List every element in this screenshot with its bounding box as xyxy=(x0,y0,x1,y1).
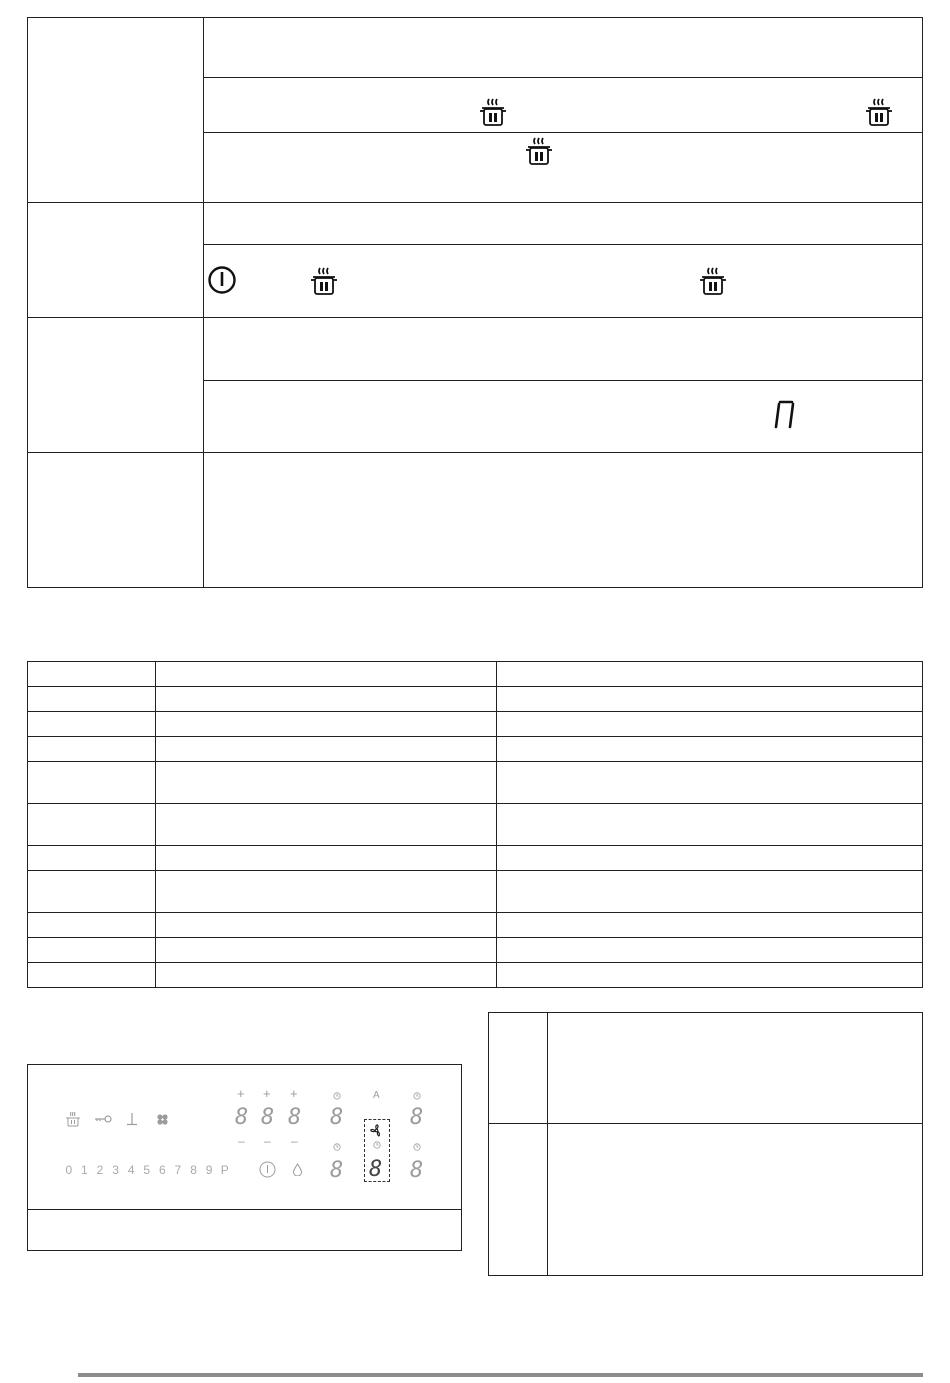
footer-rule xyxy=(78,1373,923,1377)
timer-digit: 8 xyxy=(410,1158,424,1183)
level-digit[interactable]: 2 xyxy=(96,1163,104,1177)
pot-with-steam-icon xyxy=(698,266,728,298)
fan-icon[interactable] xyxy=(369,1124,384,1137)
drop-icon[interactable] xyxy=(292,1163,303,1176)
level-digit[interactable]: 6 xyxy=(159,1163,166,1177)
zone-display-digit: 8 xyxy=(261,1105,275,1130)
level-digit[interactable]: P xyxy=(220,1163,229,1177)
seven-segment-n-icon xyxy=(772,399,796,431)
level-digit[interactable]: 1 xyxy=(81,1163,88,1177)
flower-icon xyxy=(156,1113,169,1126)
timer-digit: 8 xyxy=(330,1105,344,1130)
clock-icon xyxy=(413,1143,421,1151)
auto-label: A xyxy=(373,1090,380,1101)
level-digit[interactable]: 0 xyxy=(65,1163,73,1177)
level-digit[interactable]: 5 xyxy=(143,1163,151,1177)
power-icon[interactable] xyxy=(259,1161,276,1178)
plus-sign[interactable]: + xyxy=(290,1086,298,1101)
pot-with-steam-icon xyxy=(478,97,508,129)
zone-display-digit: 8 xyxy=(288,1105,302,1130)
level-digit[interactable]: 9 xyxy=(205,1163,213,1177)
level-digit[interactable]: 4 xyxy=(127,1163,135,1177)
clock-icon xyxy=(333,1143,341,1151)
minus-sign[interactable]: – xyxy=(264,1134,271,1148)
pot-with-steam-icon xyxy=(524,136,554,168)
pot-icon xyxy=(65,1111,81,1127)
plus-sign[interactable]: + xyxy=(263,1086,271,1101)
key-icon xyxy=(94,1114,112,1124)
pot-with-steam-icon xyxy=(309,266,339,298)
clock-icon xyxy=(333,1092,341,1100)
minus-sign[interactable]: – xyxy=(291,1134,298,1148)
timer-digit: 8 xyxy=(410,1105,424,1130)
pot-with-steam-icon xyxy=(864,97,894,129)
level-digit[interactable]: 7 xyxy=(174,1163,182,1177)
power-icon xyxy=(207,265,237,295)
plus-sign[interactable]: + xyxy=(237,1086,245,1101)
fan-level-digit: 8 xyxy=(369,1157,383,1182)
pause-icon xyxy=(126,1112,138,1126)
level-digit[interactable]: 3 xyxy=(112,1163,119,1177)
power-level-digits xyxy=(61,1163,233,1177)
level-digit[interactable]: 8 xyxy=(190,1163,197,1177)
clock-icon xyxy=(413,1092,421,1100)
timer-digit: 8 xyxy=(330,1158,344,1183)
zone-display-digit: 8 xyxy=(235,1105,249,1130)
minus-sign[interactable]: – xyxy=(238,1134,245,1148)
